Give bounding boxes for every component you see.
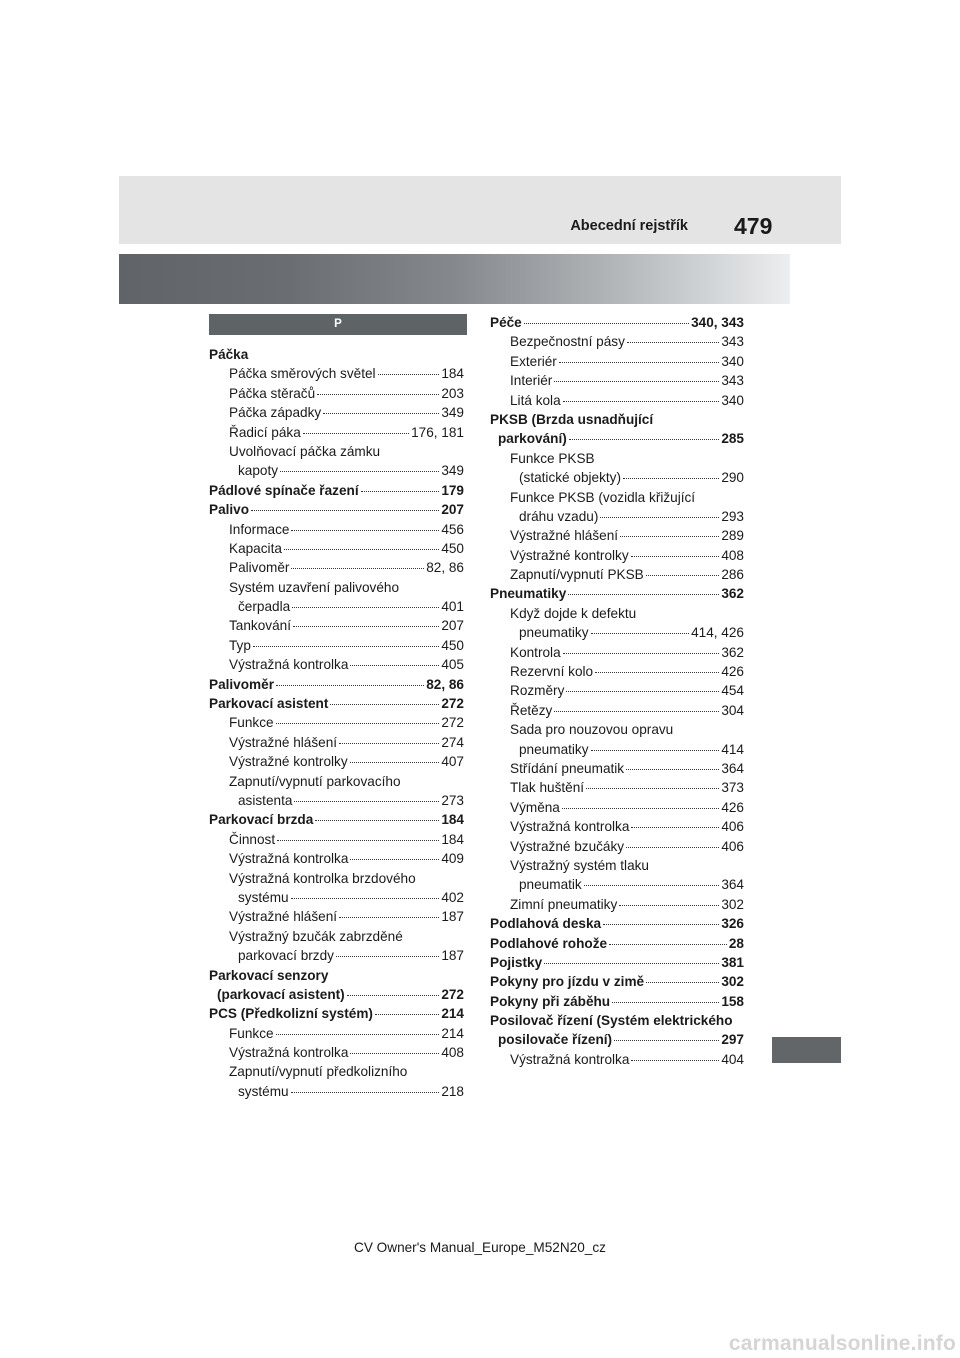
index-entry-term: systému — [238, 1083, 289, 1099]
index-entry-page[interactable]: 340 — [721, 392, 744, 408]
index-entry-term: pneumatiky — [519, 741, 589, 757]
index-entry — [490, 701, 744, 720]
index-entry — [209, 520, 464, 539]
index-entry-leader — [276, 723, 440, 724]
page-number: 479 — [734, 213, 773, 239]
index-entry-term: Palivoměr — [209, 676, 274, 692]
index-entry-leader — [251, 510, 439, 511]
index-entry-leader — [280, 471, 439, 472]
index-entry-leader — [566, 691, 719, 692]
index-entry-term: Pádlové spínače řazení — [209, 482, 359, 498]
index-entry-page[interactable]: 426 — [721, 664, 744, 680]
index-entry — [209, 461, 464, 480]
index-entry-leader — [524, 323, 689, 324]
index-entry-leader — [626, 769, 719, 770]
index-entry-term: Výstražný systém tlaku — [510, 857, 649, 873]
index-column-right — [490, 313, 744, 1069]
index-entry-leader — [595, 672, 719, 673]
index-entry-term: Střídání pneumatik — [510, 760, 625, 776]
index-entry-term: parkovací brzdy — [238, 948, 334, 964]
section-title: Abecední rejstřík — [570, 218, 688, 234]
index-entry-term: Pneumatiky — [490, 586, 567, 602]
index-entry-leader — [350, 665, 439, 666]
index-entry-term: Exteriér — [510, 353, 557, 369]
index-entry-page[interactable]: 179 — [441, 482, 464, 498]
index-entry-leader — [591, 750, 720, 751]
index-entry-term: Páčka západky — [229, 405, 322, 421]
index-entry-term: Výstražná kontrolka — [229, 1045, 349, 1061]
index-entry-page[interactable]: 203 — [441, 385, 464, 401]
index-entry-term: pneumatik — [519, 877, 582, 893]
index-entry-term: Zapnutí/vypnutí předkolizního — [229, 1064, 408, 1080]
index-entry-page[interactable]: 450 — [441, 637, 464, 653]
index-entry-term: parkování) — [498, 431, 567, 447]
index-entry-page[interactable]: 381 — [721, 954, 744, 970]
index-entry-page[interactable]: 409 — [441, 851, 464, 867]
index-entry-leader — [291, 1092, 440, 1093]
index-entry-page[interactable]: 401 — [441, 599, 464, 615]
index-entry-page[interactable]: 364 — [721, 760, 744, 776]
index-entry-term: Rozměry — [510, 683, 565, 699]
index-entry-leader — [361, 491, 440, 492]
index-entry — [490, 1050, 744, 1069]
index-entry — [209, 1082, 464, 1101]
index-entry-page[interactable]: 273 — [441, 792, 464, 808]
index-entry-page[interactable]: 207 — [441, 502, 464, 518]
index-entry — [490, 798, 744, 817]
index-entry-term: Palivo — [209, 502, 250, 518]
index-entry-leader — [315, 820, 439, 821]
index-entry-term: Podlahová deska — [490, 916, 602, 932]
index-entry-leader — [631, 1060, 719, 1061]
index-entry-leader — [350, 1053, 439, 1054]
index-entry-leader — [339, 743, 439, 744]
index-entry-term: Posilovač řízení (Systém elektrického — [490, 1013, 733, 1029]
index-entry — [490, 662, 744, 681]
index-entry — [490, 507, 744, 526]
index-entry-page[interactable]: 187 — [441, 948, 464, 964]
index-entry-term: Kontrola — [510, 644, 561, 660]
index-entry-leader — [347, 995, 440, 996]
index-entry-term: Výstražné hlášení — [510, 528, 619, 544]
index-entry-term: PCS (Předkolizní systém) — [209, 1006, 373, 1022]
index-entry-page[interactable]: 187 — [441, 909, 464, 925]
index-entry-term: Výstražné kontrolky — [510, 547, 629, 563]
index-entry-leader — [620, 536, 719, 537]
index-entry — [490, 875, 744, 894]
index-entry — [490, 565, 744, 584]
index-entry — [209, 849, 464, 868]
index-entry-leader — [623, 478, 719, 479]
index-entry — [490, 623, 744, 642]
index-entry — [490, 953, 744, 972]
index-entry-page[interactable]: 414 — [721, 741, 744, 757]
index-entry — [209, 384, 464, 403]
index-entry-term: Výstražný bzučák zabrzděné — [229, 928, 403, 944]
index-entry — [209, 888, 464, 907]
index-entry-term: Páčka směrových světel — [229, 366, 376, 382]
index-entry — [209, 597, 464, 616]
index-entry — [490, 488, 744, 507]
index-entry — [209, 345, 464, 364]
index-entry-leader — [303, 433, 409, 434]
index-entry — [209, 364, 464, 383]
index-entry-leader — [584, 885, 720, 886]
index-entry-leader — [631, 827, 719, 828]
index-entry — [490, 391, 744, 410]
index-entry-term: Výstražné kontrolky — [229, 754, 348, 770]
index-entry-leader — [568, 594, 719, 595]
index-entry-term: Výstražné bzučáky — [510, 838, 625, 854]
index-entry-page[interactable]: 184 — [441, 812, 464, 828]
index-entry-leader — [336, 956, 439, 957]
index-entry — [209, 539, 464, 558]
index-entry — [490, 584, 744, 603]
index-entry-term: Informace — [229, 521, 290, 537]
index-entry-leader — [619, 905, 719, 906]
index-entry — [490, 1011, 744, 1030]
index-entry-term: Činnost — [229, 831, 276, 847]
index-entry-term: Výstražná kontrolka — [510, 1051, 630, 1067]
index-entry-term: Páčka — [209, 347, 249, 362]
index-entry-term: (statické objekty) — [519, 470, 621, 486]
index-entry — [490, 914, 744, 933]
index-entry — [490, 604, 744, 623]
index-entry-term: Zapnutí/vypnutí PKSB — [510, 567, 644, 583]
index-entry — [490, 740, 744, 759]
index-entry-page[interactable]: 82, 86 — [426, 560, 464, 576]
index-entry-page[interactable]: 302 — [721, 974, 744, 990]
index-entry — [209, 655, 464, 674]
index-entry-page[interactable]: 214 — [441, 1025, 464, 1041]
index-entry-leader — [293, 626, 439, 627]
index-entry-page[interactable]: 402 — [441, 889, 464, 905]
index-entry — [209, 558, 464, 577]
index-entry-page[interactable]: 450 — [441, 540, 464, 556]
index-entry — [490, 643, 744, 662]
index-entry — [209, 966, 464, 985]
index-entry-page[interactable]: 176, 181 — [411, 424, 464, 440]
index-entry-leader — [559, 362, 719, 363]
index-entry-term: Parkovací brzda — [209, 812, 314, 828]
index-entry — [490, 856, 744, 875]
index-entry-page[interactable]: 407 — [441, 754, 464, 770]
index-entry — [490, 449, 744, 468]
index-entry — [490, 429, 744, 448]
index-entry-term: Výměna — [510, 799, 560, 815]
index-entry-leader — [291, 898, 440, 899]
index-entry — [490, 720, 744, 739]
index-entry-page[interactable]: 272 — [441, 986, 464, 1002]
index-entry-term: Tankování — [229, 618, 291, 634]
index-entry-page[interactable]: 364 — [721, 877, 744, 893]
index-entry-page[interactable]: 326 — [721, 916, 744, 932]
index-entry-leader — [277, 840, 439, 841]
index-entry-page[interactable]: 302 — [721, 896, 744, 912]
index-entry-term: asistenta — [238, 792, 293, 808]
index-entry — [209, 578, 464, 597]
index-entry — [209, 481, 464, 500]
index-entry-term: Když dojde k defektu — [510, 605, 637, 621]
index-entry-term: posilovače řízení) — [498, 1032, 613, 1048]
index-entry-term: Výstražná kontrolka — [229, 851, 349, 867]
index-entry-leader — [350, 762, 440, 763]
index-entry-page[interactable]: 414, 426 — [691, 625, 744, 641]
index-entry-page[interactable]: 343 — [721, 334, 744, 350]
watermark: carmanualsonline.info — [728, 1332, 956, 1355]
index-entry-leader — [323, 413, 439, 414]
index-entry-page[interactable]: 293 — [721, 508, 744, 524]
index-entry-page[interactable]: 406 — [721, 838, 744, 854]
index-entry — [490, 1030, 744, 1049]
index-entry — [490, 895, 744, 914]
index-column-left — [209, 345, 464, 1101]
index-entry-term: Řadicí páka — [229, 424, 301, 440]
index-entry — [209, 733, 464, 752]
index-entry — [209, 810, 464, 829]
index-entry-leader — [253, 646, 439, 647]
index-entry-term: Pokyny pro jízdu v zimě — [490, 974, 645, 990]
index-entry-page[interactable]: 28 — [728, 935, 744, 951]
index-entry-term: Funkce PKSB (vozidla křižující — [510, 489, 696, 505]
index-entry-page[interactable]: 362 — [721, 586, 744, 602]
index-entry-term: Výstražná kontrolka brzdového — [229, 870, 416, 886]
index-entry — [490, 837, 744, 856]
index-entry-leader — [330, 704, 439, 705]
index-entry-page[interactable]: 349 — [441, 463, 464, 479]
index-entry — [490, 410, 744, 429]
index-entry-leader — [646, 982, 719, 983]
index-entry — [209, 772, 464, 791]
index-entry-page[interactable]: 454 — [721, 683, 744, 699]
index-entry-leader — [276, 685, 424, 686]
index-entry-page[interactable]: 274 — [441, 734, 464, 750]
index-entry-term: Funkce — [229, 715, 274, 731]
index-entry-page[interactable]: 272 — [441, 696, 464, 712]
index-entry — [209, 869, 464, 888]
index-entry-page[interactable]: 362 — [721, 644, 744, 660]
index-entry — [490, 992, 744, 1011]
index-entry-page[interactable]: 214 — [441, 1006, 464, 1022]
index-entry-term: Bezpečnostní pásy — [510, 334, 625, 350]
index-entry-term: Parkovací asistent — [209, 696, 329, 712]
index-entry-page[interactable]: 184 — [441, 366, 464, 382]
index-entry-page[interactable]: 158 — [721, 993, 744, 1009]
index-entry — [209, 752, 464, 771]
index-entry-page[interactable]: 304 — [721, 702, 744, 718]
index-entry — [490, 972, 744, 991]
index-entry-page[interactable]: 456 — [441, 521, 464, 537]
index-entry-page[interactable]: 290 — [721, 470, 744, 486]
index-entry — [490, 817, 744, 836]
index-entry — [209, 403, 464, 422]
index-entry-term: Rezervní kolo — [510, 664, 594, 680]
index-entry-leader — [591, 633, 690, 634]
index-entry-term: (parkovací asistent) — [217, 986, 345, 1002]
index-letter-heading: P — [209, 314, 467, 335]
index-entry — [209, 1004, 464, 1023]
index-entry — [490, 681, 744, 700]
index-entry-leader — [339, 917, 439, 918]
index-entry-term: Páčka stěračů — [229, 385, 316, 401]
index-entry-term: Výstražné hlášení — [229, 734, 338, 750]
index-entry-term: Podlahové rohože — [490, 935, 608, 951]
index-entry-term: Zapnutí/vypnutí parkovacího — [229, 773, 401, 789]
index-entry — [490, 468, 744, 487]
index-entry — [209, 675, 464, 694]
index-entry-leader — [627, 342, 719, 343]
index-entry-page[interactable]: 272 — [441, 715, 464, 731]
index-entry-term: Interiér — [510, 373, 553, 389]
index-entry-leader — [603, 924, 719, 925]
index-entry-leader — [626, 847, 719, 848]
index-entry — [209, 985, 464, 1004]
index-entry — [209, 1062, 464, 1081]
index-entry-term: PKSB (Brzda usnadňující — [490, 411, 654, 427]
index-entry-term: Pojistky — [490, 954, 543, 970]
footer-manual-id: CV Owner's Manual_Europe_M52N20_cz — [354, 1240, 606, 1255]
index-entry — [490, 546, 744, 565]
index-entry — [209, 791, 464, 810]
index-entry — [209, 946, 464, 965]
index-entry-page[interactable]: 343 — [721, 373, 744, 389]
index-entry-leader — [317, 394, 439, 395]
index-entry-term: Parkovací senzory — [209, 967, 329, 983]
index-entry-leader — [631, 556, 720, 557]
index-entry-term: Funkce — [229, 1025, 274, 1041]
index-entry-page[interactable]: 340 — [721, 353, 744, 369]
index-entry — [209, 713, 464, 732]
index-entry-term: dráhu vzadu) — [519, 508, 599, 524]
index-entry — [209, 1024, 464, 1043]
index-entry-leader — [600, 517, 719, 518]
index-entry — [209, 442, 464, 461]
index-entry — [490, 332, 744, 351]
index-entry-term: Tlak huštění — [510, 780, 585, 796]
index-entry-term: Litá kola — [510, 392, 561, 408]
index-entry-page[interactable]: 405 — [441, 657, 464, 673]
index-entry — [209, 423, 464, 442]
index-entry-term: Systém uzavření palivového — [229, 579, 400, 595]
index-entry-page[interactable]: 286 — [721, 567, 744, 583]
index-entry — [209, 636, 464, 655]
index-entry-leader — [646, 575, 720, 576]
index-entry-term: Typ — [229, 637, 251, 653]
index-entry-leader — [586, 788, 719, 789]
index-entry — [490, 759, 744, 778]
index-entry — [209, 907, 464, 926]
index-entry-page[interactable]: 349 — [441, 405, 464, 421]
index-entry-term: Zimní pneumatiky — [510, 896, 618, 912]
index-entry-page[interactable]: 218 — [441, 1083, 464, 1099]
index-entry-leader — [563, 401, 720, 402]
index-entry-term: kapoty — [238, 463, 279, 479]
index-entry-leader — [292, 607, 439, 608]
index-entry-leader — [609, 944, 727, 945]
index-entry-leader — [614, 1040, 719, 1041]
index-entry-leader — [291, 568, 424, 569]
index-entry-leader — [569, 439, 720, 440]
index-entry-page[interactable]: 340, 343 — [691, 315, 744, 330]
index-entry-page[interactable]: 289 — [721, 528, 744, 544]
index-entry-term: Výstražná kontrolka — [510, 819, 630, 835]
index-entry — [209, 927, 464, 946]
index-entry-page[interactable]: 184 — [441, 831, 464, 847]
index-entry — [209, 1043, 464, 1062]
index-entry-term: Uvolňovací páčka zámku — [229, 443, 381, 459]
index-entry-leader — [350, 859, 439, 860]
index-entry — [209, 500, 464, 519]
index-entry — [490, 934, 744, 953]
index-entry-leader — [294, 801, 439, 802]
index-entry-page[interactable]: 82, 86 — [426, 676, 464, 692]
header-gradient-bar — [119, 254, 790, 304]
header-band — [119, 176, 841, 244]
index-entry-leader — [544, 963, 719, 964]
index-entry-page[interactable]: 408 — [441, 1045, 464, 1061]
index-entry-page[interactable]: 297 — [721, 1032, 744, 1048]
index-entry-term: Řetězy — [510, 702, 553, 718]
index-entry-term: Kapacita — [229, 540, 282, 556]
index-entry-leader — [378, 374, 440, 375]
index-entry-leader — [554, 711, 719, 712]
index-entry — [490, 526, 744, 545]
index-entry-page[interactable]: 408 — [721, 547, 744, 563]
index-entry-term: systému — [238, 889, 289, 905]
index-entry-term: Sada pro nouzovou opravu — [510, 722, 674, 738]
index-entry-page[interactable]: 426 — [721, 799, 744, 815]
index-entry-term: pneumatiky — [519, 625, 589, 641]
index-entry-leader — [562, 808, 719, 809]
index-entry-leader — [291, 530, 439, 531]
index-entry-page[interactable]: 404 — [721, 1051, 744, 1067]
index-entry-leader — [284, 549, 439, 550]
index-entry-leader — [276, 1034, 440, 1035]
index-entry-term: Péče — [490, 315, 522, 330]
index-entry-leader — [375, 1014, 439, 1015]
index-entry-leader — [554, 381, 719, 382]
index-entry — [490, 778, 744, 797]
index-entry-leader — [612, 1002, 719, 1003]
index-entry — [209, 694, 464, 713]
index-entry-term: Výstražné hlášení — [229, 909, 338, 925]
index-entry-page[interactable]: 406 — [721, 819, 744, 835]
index-entry-term: Palivoměr — [229, 560, 290, 576]
index-entry — [490, 313, 744, 332]
index-entry-term: čerpadla — [238, 599, 291, 615]
index-entry — [209, 616, 464, 635]
index-entry-term: Funkce PKSB — [510, 450, 595, 466]
index-entry — [490, 352, 744, 371]
index-entry-term: Výstražná kontrolka — [229, 657, 349, 673]
index-entry — [490, 371, 744, 390]
index-entry-page[interactable]: 285 — [721, 431, 744, 447]
index-entry-leader — [563, 653, 720, 654]
index-entry — [209, 830, 464, 849]
index-entry-page[interactable]: 373 — [721, 780, 744, 796]
index-entry-page[interactable]: 207 — [441, 618, 464, 634]
chapter-side-tab — [772, 1037, 841, 1063]
index-entry-term: Pokyny při záběhu — [490, 993, 611, 1009]
